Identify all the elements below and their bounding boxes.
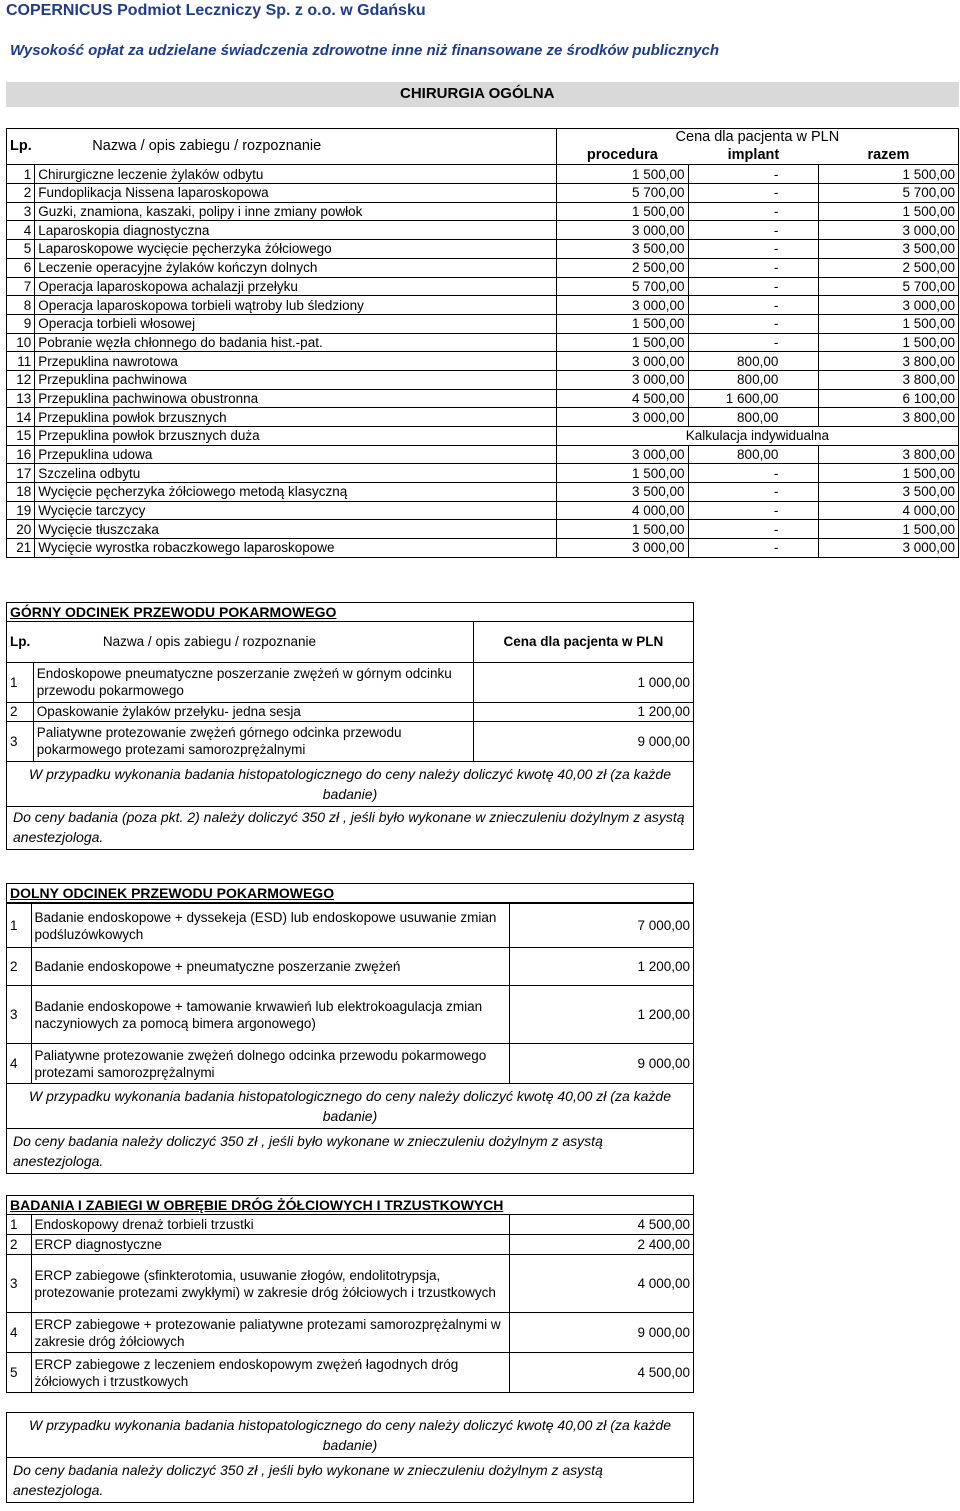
row-name: Operacja torbieli włosowej — [35, 314, 557, 333]
row-implant-price: - — [688, 483, 819, 502]
item-name: Opaskowanie żylaków przełyku- jedna sesja — [33, 702, 473, 721]
col-price-header: Cena dla pacjenta w PLN — [556, 129, 958, 147]
row-name: Chirurgiczne leczenie żylaków odbytu — [35, 165, 557, 184]
row-lp: 14 — [7, 408, 35, 427]
item-lp: 1 — [7, 662, 33, 702]
table-row — [7, 520, 959, 539]
item-price: 9 000,00 — [473, 721, 693, 761]
row-total-price: 1 500,00 — [819, 165, 959, 184]
row-procedure-price: 3 000,00 — [556, 539, 688, 558]
row-lp: 15 — [7, 427, 35, 446]
row-total-price: 6 100,00 — [819, 389, 959, 408]
row-implant-price: - — [688, 333, 819, 352]
item-price: 2 400,00 — [509, 1235, 693, 1255]
list-item — [7, 1215, 693, 1235]
row-name: Wycięcie tłuszczaka — [35, 520, 557, 539]
row-name: Przepuklina nawrotowa — [35, 352, 557, 371]
table-row — [7, 445, 959, 464]
row-procedure-price: 3 500,00 — [556, 483, 688, 502]
list-item — [7, 986, 693, 1044]
upper-price-header: Cena dla pacjenta w PLN — [473, 622, 693, 662]
row-name: Laparoskopia diagnostyczna — [35, 221, 557, 240]
row-name: Pobranie węzła chłonnego do badania hist.-pat. — [35, 333, 557, 352]
table-row — [7, 240, 959, 259]
row-lp: 3 — [7, 202, 35, 221]
row-name: Operacja laparoskopowa achalazji przełyku — [35, 277, 557, 296]
row-procedure-price: 3 000,00 — [556, 408, 688, 427]
table-row — [7, 427, 959, 446]
upper-histopathology-note: W przypadku wykonania badania histopatologicznego do ceny należy doliczyć kwotę 40,00 zł (za każde badanie) — [7, 762, 693, 807]
table-row — [7, 296, 959, 315]
row-lp: 8 — [7, 296, 35, 315]
row-lp: 12 — [7, 370, 35, 389]
list-item — [7, 702, 693, 721]
table-row — [7, 165, 959, 184]
row-procedure-price: 3 000,00 — [556, 296, 688, 315]
row-lp: 10 — [7, 333, 35, 352]
table-row — [7, 184, 959, 203]
table-row — [7, 408, 959, 427]
row-total-price: 5 700,00 — [819, 184, 959, 203]
list-item — [7, 662, 693, 702]
row-procedure-price: 1 500,00 — [556, 314, 688, 333]
row-procedure-price: 3 000,00 — [556, 445, 688, 464]
row-name: Szczelina odbytu — [35, 464, 557, 483]
table-row — [7, 277, 959, 296]
document-subtitle: Wysokość opłat za udzielane świadczenia zdrowotne inne niż finansowane ze środków publicznych — [10, 42, 720, 59]
item-name: ERCP zabiegowe + protezowanie paliatywne protezami samorozprężalnymi w zakresie dróg żółciowych — [31, 1313, 509, 1353]
row-implant-price: 800,00 — [688, 352, 819, 371]
biliary-table — [7, 1214, 693, 1393]
row-implant-price: - — [688, 501, 819, 520]
row-total-price: 1 500,00 — [819, 333, 959, 352]
item-name: Badanie endoskopowe + tamowanie krwawień lub elektrokoagulacja zmian naczyniowych za pomocą bimera argonowego) — [31, 986, 509, 1044]
list-item — [7, 904, 693, 948]
row-implant-price: 1 600,00 — [688, 389, 819, 408]
item-name: ERCP zabiegowe (sfinkterotomia, usuwanie złogów, endolitotrypsja, protezowanie protezami zwykłymi) w zakresie dróg żółciowych i trzustkowych — [31, 1255, 509, 1313]
item-price: 7 000,00 — [509, 904, 693, 948]
row-name: Przepuklina pachwinowa — [35, 370, 557, 389]
row-lp: 13 — [7, 389, 35, 408]
row-total-price: 3 500,00 — [819, 483, 959, 502]
row-name: Laparoskopowe wycięcie pęcherzyka żółciowego — [35, 240, 557, 259]
list-item — [7, 1313, 693, 1353]
row-lp: 7 — [7, 277, 35, 296]
biliary-notes — [6, 1412, 694, 1503]
lower-gi-section — [6, 883, 694, 1174]
biliary-anesthesia-note: Do ceny badania należy doliczyć 350 zł , jeśli było wykonane w znieczuleniu dożylnym z asystą anestezjologa. — [13, 1462, 603, 1498]
table-row — [7, 202, 959, 221]
table-row — [7, 483, 959, 502]
company-header: COPERNICUS Podmiot Leczniczy Sp. z o.o. w Gdańsku — [6, 2, 426, 19]
row-implant-price: - — [688, 277, 819, 296]
col-implant-header: implant — [688, 147, 819, 165]
row-lp: 21 — [7, 539, 35, 558]
row-procedure-price: 4 500,00 — [556, 389, 688, 408]
item-price: 9 000,00 — [509, 1044, 693, 1084]
row-special-price: Kalkulacja indywidualna — [556, 427, 958, 446]
row-lp: 2 — [7, 184, 35, 203]
row-procedure-price: 1 500,00 — [556, 333, 688, 352]
row-implant-price: - — [688, 464, 819, 483]
row-implant-price: - — [688, 184, 819, 203]
item-lp: 3 — [7, 986, 31, 1044]
col-total-header: razem — [819, 147, 959, 165]
row-lp: 11 — [7, 352, 35, 371]
list-item — [7, 1044, 693, 1084]
item-price: 1 000,00 — [473, 662, 693, 702]
upper-gi-table — [7, 622, 693, 762]
row-lp: 1 — [7, 165, 35, 184]
row-name: Wycięcie pęcherzyka żółciowego metodą klasyczną — [35, 483, 557, 502]
row-procedure-price: 5 700,00 — [556, 277, 688, 296]
upper-anesthesia-note: Do ceny badania (poza pkt. 2) należy doliczyć 350 zł , jeśli było wykonane w znieczuleniu dożylnym z asystą anestezjologa. — [13, 808, 685, 845]
row-lp: 16 — [7, 445, 35, 464]
row-name: Przepuklina pachwinowa obustronna — [35, 389, 557, 408]
item-price: 4 500,00 — [509, 1353, 693, 1393]
row-name: Wycięcie wyrostka robaczkowego laparoskopowe — [35, 539, 557, 558]
row-procedure-price: 1 500,00 — [556, 165, 688, 184]
row-lp: 4 — [7, 221, 35, 240]
table-row — [7, 314, 959, 333]
row-procedure-price: 3 000,00 — [556, 221, 688, 240]
list-item — [7, 1235, 693, 1255]
upper-lp-header: Lp. — [7, 622, 33, 662]
item-lp: 2 — [7, 1235, 31, 1255]
item-name: Paliatywne protezowanie zwężeń dolnego odcinka przewodu pokarmowego protezami samorozprężalnymi — [31, 1044, 509, 1084]
row-procedure-price: 5 700,00 — [556, 184, 688, 203]
table-row — [7, 539, 959, 558]
row-lp: 9 — [7, 314, 35, 333]
row-total-price: 4 000,00 — [819, 501, 959, 520]
row-total-price: 3 000,00 — [819, 296, 959, 315]
item-name: Badanie endoskopowe + pneumatyczne poszerzanie zwężeń — [31, 948, 509, 986]
row-lp: 5 — [7, 240, 35, 259]
row-total-price: 3 000,00 — [819, 221, 959, 240]
list-item — [7, 1255, 693, 1313]
item-price: 4 500,00 — [509, 1215, 693, 1235]
item-price: 1 200,00 — [509, 948, 693, 986]
item-name: Endoskopowy drenaż torbieli trzustki — [31, 1215, 509, 1235]
row-total-price: 3 800,00 — [819, 352, 959, 371]
row-total-price: 1 500,00 — [819, 520, 959, 539]
item-lp: 2 — [7, 948, 31, 986]
list-item — [7, 948, 693, 986]
row-procedure-price: 4 000,00 — [556, 501, 688, 520]
row-procedure-price: 1 500,00 — [556, 202, 688, 221]
row-implant-price: 800,00 — [688, 445, 819, 464]
item-lp: 3 — [7, 1255, 31, 1313]
row-name: Przepuklina powłok brzusznych duża — [35, 427, 557, 446]
item-name: Badanie endoskopowe + dyssekeja (ESD) lub endoskopowe usuwanie zmian podśluzówkowych — [31, 904, 509, 948]
general-surgery-table — [6, 128, 959, 558]
row-implant-price: - — [688, 258, 819, 277]
table-row — [7, 501, 959, 520]
row-lp: 19 — [7, 501, 35, 520]
row-procedure-price: 3 000,00 — [556, 370, 688, 389]
item-name: Paliatywne protezowanie zwężeń górnego odcinka przewodu pokarmowego protezami samorozprężalnymi — [33, 721, 473, 761]
section-title: CHIRURGIA OGÓLNA — [400, 85, 555, 102]
row-implant-price: - — [688, 296, 819, 315]
list-item — [7, 1353, 693, 1393]
section-bar — [6, 82, 959, 107]
col-procedure-header: procedura — [556, 147, 688, 165]
row-name: Leczenie operacyjne żylaków kończyn dolnych — [35, 258, 557, 277]
row-total-price: 3 500,00 — [819, 240, 959, 259]
row-procedure-price: 2 500,00 — [556, 258, 688, 277]
row-lp: 17 — [7, 464, 35, 483]
row-total-price: 3 000,00 — [819, 539, 959, 558]
row-name: Wycięcie tarczycy — [35, 501, 557, 520]
row-implant-price: - — [688, 520, 819, 539]
item-lp: 1 — [7, 904, 31, 948]
item-lp: 4 — [7, 1044, 31, 1084]
row-total-price: 5 700,00 — [819, 277, 959, 296]
col-name-header: Nazwa / opis zabiegu / rozpoznanie — [35, 129, 557, 165]
lower-gi-title: DOLNY ODCINEK PRZEWODU POKARMOWEGO — [7, 884, 693, 903]
row-procedure-price: 3 500,00 — [556, 240, 688, 259]
row-lp: 20 — [7, 520, 35, 539]
row-total-price: 3 800,00 — [819, 408, 959, 427]
table-row — [7, 389, 959, 408]
lower-histopathology-note: W przypadku wykonania badania histopatologicznego do ceny należy doliczyć kwotę 40,00 zł (za każde badanie) — [7, 1084, 693, 1129]
row-name: Przepuklina powłok brzusznych — [35, 408, 557, 427]
row-total-price: 2 500,00 — [819, 258, 959, 277]
biliary-histopathology-note: W przypadku wykonania badania histopatologicznego do ceny należy doliczyć kwotę 40,00 zł (za każde badanie) — [7, 1413, 693, 1458]
row-implant-price: - — [688, 202, 819, 221]
upper-gi-section — [6, 602, 694, 850]
row-name: Operacja laparoskopowa torbieli wątroby lub śledziony — [35, 296, 557, 315]
biliary-title: BADANIA I ZABIEGI W OBRĘBIE DRÓG ŻÓŁCIOWYCH I TRZUSTKOWYCH — [10, 1197, 504, 1213]
item-name: ERCP diagnostyczne — [31, 1235, 509, 1255]
row-name: Przepuklina udowa — [35, 445, 557, 464]
lower-anesthesia-note: Do ceny badania należy doliczyć 350 zł , jeśli było wykonane w znieczuleniu dożylnym z asystą anestezjologa. — [13, 1133, 603, 1169]
list-item — [7, 721, 693, 761]
biliary-section — [6, 1195, 694, 1393]
upper-name-header: Nazwa / opis zabiegu / rozpoznanie — [33, 622, 473, 662]
table-row — [7, 221, 959, 240]
upper-gi-title: GÓRNY ODCINEK PRZEWODU POKARMOWEGO — [7, 603, 693, 622]
row-lp: 6 — [7, 258, 35, 277]
row-total-price: 1 500,00 — [819, 314, 959, 333]
item-lp: 2 — [7, 702, 33, 721]
row-implant-price: 800,00 — [688, 408, 819, 427]
row-implant-price: - — [688, 314, 819, 333]
item-lp: 4 — [7, 1313, 31, 1353]
row-lp: 18 — [7, 483, 35, 502]
item-name: Endoskopowe pneumatyczne poszerzanie zwężeń w górnym odcinku przewodu pokarmowego — [33, 662, 473, 702]
row-procedure-price: 1 500,00 — [556, 520, 688, 539]
table-row — [7, 352, 959, 371]
table-row — [7, 464, 959, 483]
item-lp: 5 — [7, 1353, 31, 1393]
table-row — [7, 370, 959, 389]
row-total-price: 1 500,00 — [819, 464, 959, 483]
item-price: 4 000,00 — [509, 1255, 693, 1313]
row-implant-price: 800,00 — [688, 370, 819, 389]
item-price: 1 200,00 — [473, 702, 693, 721]
row-total-price: 3 800,00 — [819, 445, 959, 464]
col-lp-header: Lp. — [7, 129, 35, 165]
row-name: Fundoplikacja Nissena laparoskopowa — [35, 184, 557, 203]
table-row — [7, 258, 959, 277]
row-implant-price: - — [688, 221, 819, 240]
item-price: 1 200,00 — [509, 986, 693, 1044]
row-procedure-price: 3 000,00 — [556, 352, 688, 371]
table-row — [7, 333, 959, 352]
lower-gi-table — [7, 903, 693, 1084]
item-price: 9 000,00 — [509, 1313, 693, 1353]
row-implant-price: - — [688, 165, 819, 184]
item-lp: 1 — [7, 1215, 31, 1235]
row-total-price: 3 800,00 — [819, 370, 959, 389]
row-procedure-price: 1 500,00 — [556, 464, 688, 483]
row-implant-price: - — [688, 539, 819, 558]
item-lp: 3 — [7, 721, 33, 761]
row-total-price: 1 500,00 — [819, 202, 959, 221]
row-name: Guzki, znamiona, kaszaki, polipy i inne zmiany powłok — [35, 202, 557, 221]
row-implant-price: - — [688, 240, 819, 259]
item-name: ERCP zabiegowe z leczeniem endoskopowym zwężeń łagodnych dróg żółciowych i trzustkowych — [31, 1353, 509, 1393]
